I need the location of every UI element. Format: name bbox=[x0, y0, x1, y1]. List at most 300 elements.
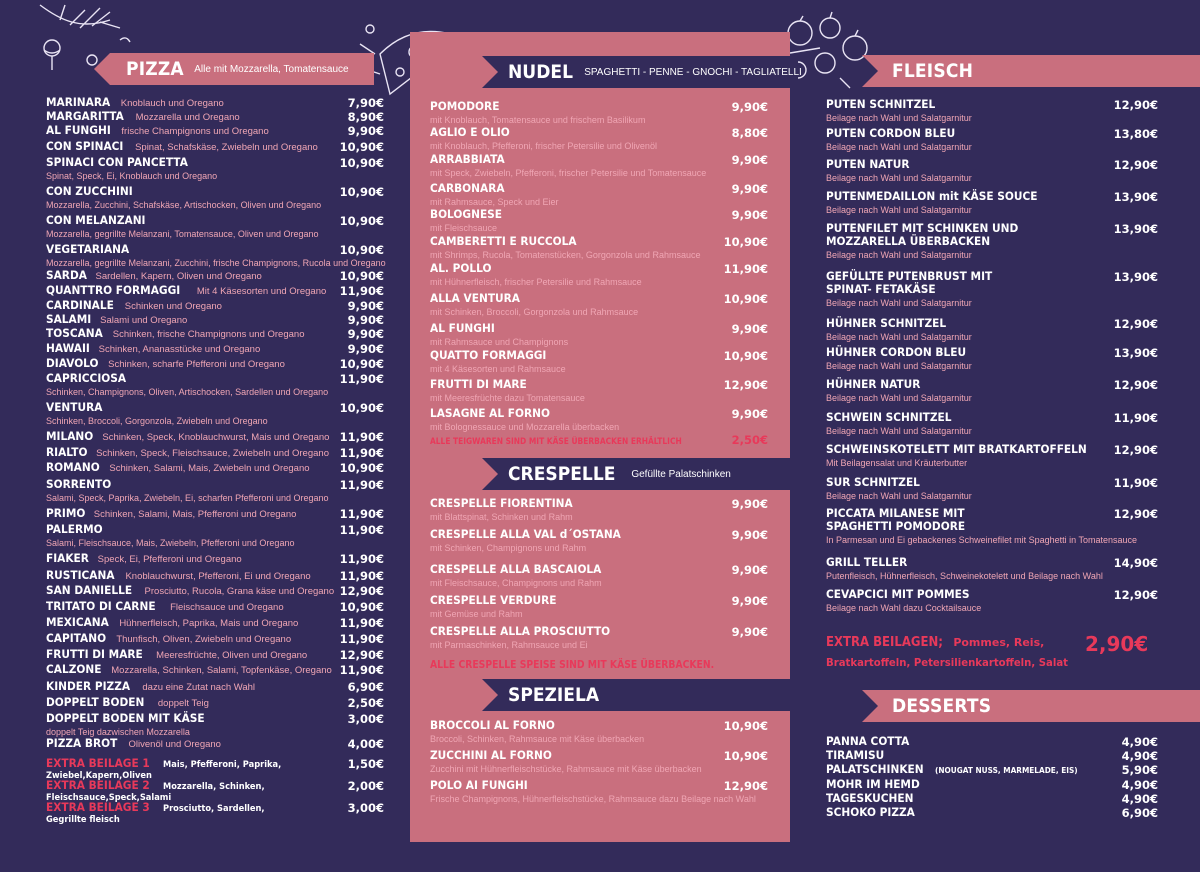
item-name: SUR SCHNITZEL bbox=[826, 475, 920, 489]
extra-price: 1,50€ bbox=[347, 757, 384, 771]
item-name: RUSTICANA bbox=[46, 568, 115, 582]
pizza-item bbox=[46, 327, 304, 341]
pizza-item bbox=[46, 737, 221, 751]
item-inline-desc: Fleischsauce und Oregano bbox=[170, 602, 284, 613]
item-name: PUTEN SCHNITZEL bbox=[826, 97, 936, 111]
item-name: PUTENFILET MIT SCHINKEN UND bbox=[826, 221, 1019, 235]
item-desc: Beilage nach Wahl und Salatgarnitur bbox=[826, 250, 972, 260]
pizza-item bbox=[46, 124, 269, 138]
item-inline-desc: Sardellen, Kapern, Oliven und Oregano bbox=[95, 271, 262, 282]
item-price: 4,90€ bbox=[1121, 749, 1158, 763]
item-desc: Zucchini mit Hühnerfleischstücke, Rahmsauce mit Käse überbacken bbox=[430, 764, 702, 774]
nudel-title: NUDEL bbox=[508, 61, 573, 83]
item-price: 9,90€ bbox=[347, 124, 384, 138]
pizza-item bbox=[46, 214, 318, 241]
pizza-item bbox=[46, 430, 329, 444]
item-price: 12,90€ bbox=[723, 779, 768, 793]
extra-line2: Fleischsauce,Speck,Salami bbox=[46, 793, 172, 803]
nudel-item bbox=[430, 100, 645, 127]
item-inline-desc: Schinken, Salami, Mais, Pfefferoni und Oregano bbox=[93, 509, 297, 520]
crespelle-item bbox=[430, 594, 567, 621]
item-name: TIRAMISU bbox=[826, 748, 885, 762]
crespelle-item bbox=[430, 528, 637, 555]
nudel-note: ALLE TEIGWAREN SIND MIT KÄSE ÜBERBACKEN ERHÄLTLICH bbox=[430, 437, 682, 447]
item-inline-desc: Mozzarella und Oregano bbox=[135, 112, 240, 123]
item-desc: Beilage nach Wahl und Salatgarnitur bbox=[826, 205, 972, 215]
fleisch-item bbox=[826, 98, 972, 125]
item-price: 12,90€ bbox=[1113, 158, 1158, 172]
item-price: 11,90€ bbox=[339, 372, 384, 386]
item-desc: mit Schinken, Champignons und Rahm bbox=[430, 543, 587, 553]
item-name: VEGETARIANA bbox=[46, 242, 130, 256]
item-inline-desc: Thunfisch, Oliven, Zwiebeln und Oregano bbox=[116, 634, 292, 645]
item-inline-desc: Mozzarella, Schinken, Salami, Topfenkäse, Oregano bbox=[111, 665, 332, 676]
pizza-item bbox=[46, 552, 242, 566]
item-price: 12,90€ bbox=[1113, 507, 1158, 521]
item-desc: mit Knoblauch, Pfefferoni, frischer Petersilie und Olivenöl bbox=[430, 141, 657, 151]
speziela-header-arrow bbox=[482, 679, 498, 711]
item-name: SARDA bbox=[46, 268, 87, 282]
item-price: 12,90€ bbox=[339, 648, 384, 662]
item-price: 10,90€ bbox=[723, 349, 768, 363]
extra-line1: Mais, Pfefferoni, Paprika, bbox=[162, 760, 282, 770]
item-price: 12,90€ bbox=[1113, 98, 1158, 112]
item-name: SORRENTO bbox=[46, 477, 112, 491]
item-desc: mit Rahmsauce, Speck und Eier bbox=[430, 197, 559, 207]
item-price: 4,90€ bbox=[1121, 735, 1158, 749]
nudel-item bbox=[430, 322, 568, 349]
pizza-item bbox=[46, 110, 240, 124]
nudel-item bbox=[430, 262, 642, 289]
pizza-item bbox=[46, 446, 329, 460]
item-inline-desc: Schinken, Speck, Knoblauchwurst, Mais und Oregano bbox=[102, 432, 330, 443]
fleisch-item bbox=[826, 158, 972, 185]
item-price: 2,50€ bbox=[347, 696, 384, 710]
item-price: 9,90€ bbox=[731, 322, 768, 336]
item-desc: Beilage nach Wahl und Salatgarnitur bbox=[826, 298, 972, 308]
item-desc: mit Blattspinat, Schinken und Rahm bbox=[430, 512, 573, 522]
item-price: 13,90€ bbox=[1113, 190, 1158, 204]
item-desc: Salami, Speck, Paprika, Zwiebeln, Ei, scharfen Pfefferoni und Oregano bbox=[46, 493, 329, 503]
item-price: 6,90€ bbox=[1121, 806, 1158, 820]
item-desc: mit Fleischsauce bbox=[430, 223, 498, 233]
item-name: DOPPELT BODEN MIT KÄSE bbox=[46, 711, 205, 725]
item-price: 11,90€ bbox=[339, 569, 384, 583]
item-inline-desc: dazu eine Zutat nach Wahl bbox=[142, 682, 256, 693]
item-price: 11,90€ bbox=[339, 478, 384, 492]
desserts-header bbox=[878, 690, 1200, 722]
item-inline-desc: Schinken, Speck, Fleischsauce, Zwiebeln und Oregano bbox=[96, 448, 329, 459]
item-price: 9,90€ bbox=[731, 208, 768, 222]
item-price: 4,00€ bbox=[347, 737, 384, 751]
item-price: 12,90€ bbox=[1113, 588, 1158, 602]
speziela-item bbox=[430, 749, 702, 776]
item-price: 10,90€ bbox=[339, 357, 384, 371]
item-price: 11,90€ bbox=[339, 430, 384, 444]
item-desc: mit Meeresfrüchte dazu Tomatensauce bbox=[430, 393, 585, 403]
fleisch-item bbox=[826, 556, 1103, 583]
pizza-title: PIZZA bbox=[126, 58, 184, 80]
dessert-item bbox=[826, 778, 928, 791]
item-inline-desc: Spinat, Schafskäse, Zwiebeln und Oregano bbox=[135, 142, 318, 153]
item-name: CRESPELLE ALLA PROSCIUTTO bbox=[430, 624, 611, 638]
extra-name: EXTRA BEILAGE 2 bbox=[46, 778, 150, 792]
item-name: PALATSCHINKEN bbox=[826, 762, 924, 776]
item-desc: Beilage nach Wahl und Salatgarnitur bbox=[826, 361, 972, 371]
pizza-item bbox=[46, 284, 326, 298]
item-name: CAMBERETTI E RUCCOLA bbox=[430, 234, 577, 248]
item-desc: Beilage nach Wahl dazu Cocktailsauce bbox=[826, 603, 982, 613]
item-price: 9,90€ bbox=[347, 327, 384, 341]
item-name: SPINACI CON PANCETTA bbox=[46, 155, 188, 169]
crespelle-subtitle: Gefüllte Palatschinken bbox=[631, 468, 731, 480]
pizza-item bbox=[46, 680, 255, 694]
nudel-item bbox=[430, 235, 700, 262]
extra-price: 3,00€ bbox=[347, 801, 384, 815]
pizza-item bbox=[46, 569, 311, 583]
item-price: 6,90€ bbox=[347, 680, 384, 694]
pizza-item bbox=[46, 156, 217, 183]
item-name: KINDER PIZZA bbox=[46, 679, 131, 693]
item-desc: Beilage nach Wahl und Salatgarnitur bbox=[826, 491, 972, 501]
item-desc: Beilage nach Wahl und Salatgarnitur bbox=[826, 393, 972, 403]
item-name: AGLIO E OLIO bbox=[430, 125, 510, 139]
item-name-cont: SPINAT- FETAKÄSE bbox=[826, 282, 936, 296]
item-name: HÜHNER CORDON BLEU bbox=[826, 345, 967, 359]
pizza-item bbox=[46, 600, 284, 614]
item-price: 11,90€ bbox=[339, 523, 384, 537]
item-price: 9,90€ bbox=[731, 625, 768, 639]
item-desc: Beilage nach Wahl und Salatgarnitur bbox=[826, 113, 972, 123]
pizza-item bbox=[46, 357, 285, 371]
pizza-item bbox=[46, 696, 209, 710]
item-name: CEVAPCICI MIT POMMES bbox=[826, 587, 970, 601]
fleisch-title: FLEISCH bbox=[892, 60, 974, 82]
item-inline-desc: Meeresfrüchte, Oliven und Oregano bbox=[156, 650, 308, 661]
item-name: CAPRICCIOSA bbox=[46, 371, 127, 385]
nudel-item bbox=[430, 208, 508, 235]
item-price: 10,90€ bbox=[339, 140, 384, 154]
fleisch-item bbox=[826, 270, 1007, 310]
item-desc: Schinken, Champignons, Oliven, Artischocken, Sardellen und Oregano bbox=[46, 387, 329, 397]
pizza-item bbox=[46, 401, 268, 428]
crespelle-header bbox=[498, 458, 798, 490]
item-desc: mit Hühnerfleisch, frischer Petersilie und Rahmsauce bbox=[430, 277, 642, 287]
item-desc: Mit Beilagensalat und Kräuterbutter bbox=[826, 458, 968, 468]
dessert-item bbox=[826, 763, 1090, 777]
item-price: 13,90€ bbox=[1113, 346, 1158, 360]
item-price: 9,90€ bbox=[731, 563, 768, 577]
fleisch-item bbox=[826, 346, 978, 373]
fleisch-item bbox=[826, 443, 1109, 470]
item-name: TRITATO DI CARNE bbox=[46, 599, 156, 613]
item-name: QUANTTRO FORMAGGI bbox=[46, 283, 181, 297]
item-name: PIZZA BROT bbox=[46, 736, 118, 750]
dessert-item bbox=[826, 749, 889, 762]
item-desc: mit Knoblauch, Tomatensauce und frischem Basilikum bbox=[430, 115, 646, 125]
item-price: 9,90€ bbox=[731, 497, 768, 511]
nudel-header-arrow bbox=[482, 56, 498, 88]
desserts-header-arrow bbox=[862, 690, 878, 722]
nudel-item bbox=[430, 126, 657, 153]
item-name: DIAVOLO bbox=[46, 356, 99, 370]
item-name: BROCCOLI AL FORNO bbox=[430, 718, 555, 732]
item-price: 14,90€ bbox=[1113, 556, 1158, 570]
item-price: 9,90€ bbox=[731, 407, 768, 421]
speziela-item bbox=[430, 719, 644, 746]
item-name: SALAMI bbox=[46, 312, 92, 326]
pizza-item bbox=[46, 313, 187, 327]
crespelle-item bbox=[430, 497, 585, 524]
item-name: POLO AI FUNGHI bbox=[430, 778, 528, 792]
nudel-item bbox=[430, 349, 566, 376]
item-price: 10,90€ bbox=[723, 749, 768, 763]
item-inline-desc: doppelt Teig bbox=[157, 698, 209, 709]
fleisch-extra-line2: Bratkartoffeln, Petersilienkartoffeln, Salat bbox=[826, 656, 1068, 669]
crespelle-item bbox=[430, 625, 626, 652]
extra-name: EXTRA BEILAGE 3 bbox=[46, 800, 150, 814]
pizza-item bbox=[46, 185, 321, 212]
item-name: CAPITANO bbox=[46, 631, 107, 645]
item-name: CON ZUCCHINI bbox=[46, 184, 133, 198]
item-inline-desc: Hühnerfleisch, Paprika, Mais und Oregano bbox=[119, 618, 299, 629]
item-price: 9,90€ bbox=[731, 182, 768, 196]
extra-line2: Zwiebel,Kapern,Oliven bbox=[46, 771, 152, 781]
nudel-note-price: 2,50€ bbox=[731, 433, 768, 447]
fleisch-item bbox=[826, 190, 1056, 217]
extra-line1: Prosciutto, Sardellen, bbox=[162, 804, 265, 814]
item-name: HAWAII bbox=[46, 341, 90, 355]
fleisch-item bbox=[826, 411, 972, 438]
item-desc: Beilage nach Wahl und Salatgarnitur bbox=[826, 142, 972, 152]
item-price: 13,80€ bbox=[1113, 127, 1158, 141]
item-price: 10,90€ bbox=[339, 269, 384, 283]
item-name: PUTEN NATUR bbox=[826, 157, 910, 171]
item-name: CALZONE bbox=[46, 662, 102, 676]
pizza-item bbox=[46, 299, 222, 313]
item-name: MOHR IM HEMD bbox=[826, 777, 920, 791]
item-name: QUATTO FORMAGGI bbox=[430, 348, 547, 362]
item-desc: Salami, Fleischsauce, Mais, Zwiebeln, Pfefferoni und Oregano bbox=[46, 538, 295, 548]
item-extra: (NOUGAT NUSS, MARMELADE, EIS) bbox=[935, 766, 1078, 775]
fleisch-item bbox=[826, 378, 972, 405]
item-name: MARGARITTA bbox=[46, 109, 124, 123]
item-name: SAN DANIELLE bbox=[46, 583, 133, 597]
item-inline-desc: frische Champignons und Oregano bbox=[121, 126, 269, 137]
item-name: ALLA VENTURA bbox=[430, 291, 520, 305]
item-inline-desc: Prosciutto, Rucola, Grana käse und Oregano bbox=[144, 586, 335, 597]
item-price: 11,90€ bbox=[339, 616, 384, 630]
item-name: AL FUNGHI bbox=[430, 321, 495, 335]
item-price: 9,90€ bbox=[347, 313, 384, 327]
fleisch-item bbox=[826, 222, 1035, 262]
item-inline-desc: Schinken und Oregano bbox=[124, 301, 222, 312]
item-desc: Frische Champignons, Hühnerfleischstücke, Rahmsauce dazu Beilage nach Wahl bbox=[430, 794, 756, 804]
item-name: HÜHNER NATUR bbox=[826, 377, 921, 391]
item-price: 10,90€ bbox=[339, 401, 384, 415]
item-name: POMODORE bbox=[430, 99, 500, 113]
item-name: CRESPELLE ALLA VAL d´OSTANA bbox=[430, 527, 621, 541]
item-price: 4,90€ bbox=[1121, 792, 1158, 806]
speziela-header bbox=[498, 679, 798, 711]
fleisch-item bbox=[826, 317, 972, 344]
item-name: GEFÜLLTE PUTENBRUST MIT bbox=[826, 269, 993, 283]
item-desc: Beilage nach Wahl und Salatgarnitur bbox=[826, 426, 972, 436]
item-price: 9,90€ bbox=[731, 100, 768, 114]
item-desc: Spinat, Speck, Ei, Knoblauch und Oregano bbox=[46, 171, 218, 181]
item-name: FRUTTI DI MARE bbox=[430, 377, 527, 391]
item-price: 9,90€ bbox=[731, 528, 768, 542]
item-inline-desc: Schinken, scharfe Pfefferoni und Oregano bbox=[108, 359, 285, 370]
pizza-item bbox=[46, 584, 334, 598]
item-inline-desc: Schinken, frische Champignons und Oregano bbox=[112, 329, 305, 340]
extra-price: 2,00€ bbox=[347, 779, 384, 793]
crespelle-item bbox=[430, 563, 616, 590]
item-price: 8,90€ bbox=[347, 110, 384, 124]
nudel-header bbox=[498, 56, 802, 88]
item-desc: mit Parmaschinken, Rahmsauce und Ei bbox=[430, 640, 588, 650]
fleisch-extra: EXTRA BEILAGEN; Pommes, Reis, bbox=[826, 635, 1045, 650]
item-price: 3,00€ bbox=[347, 712, 384, 726]
item-price: 11,90€ bbox=[339, 663, 384, 677]
speziela-title: SPEZIELA bbox=[508, 684, 600, 706]
item-name: CON MELANZANI bbox=[46, 213, 146, 227]
item-name: GRILL TELLER bbox=[826, 555, 908, 569]
item-price: 4,90€ bbox=[1121, 778, 1158, 792]
item-price: 13,90€ bbox=[1113, 222, 1158, 236]
item-desc: Beilage nach Wahl und Salatgarnitur bbox=[826, 173, 972, 183]
item-price: 11,90€ bbox=[339, 632, 384, 646]
item-name: MEXICANA bbox=[46, 615, 109, 629]
pizza-item bbox=[46, 478, 329, 505]
pizza-item bbox=[46, 96, 224, 110]
item-name: SCHWEIN SCHNITZEL bbox=[826, 410, 952, 424]
item-price: 11,90€ bbox=[339, 552, 384, 566]
item-inline-desc: Schinken, Salami, Mais, Zwiebeln und Oregano bbox=[109, 463, 310, 474]
crespelle-header-arrow bbox=[482, 458, 498, 490]
item-price: 7,90€ bbox=[347, 96, 384, 110]
item-desc: doppelt Teig dazwischen Mozzarella bbox=[46, 727, 190, 737]
item-name: VENTURA bbox=[46, 400, 103, 414]
item-desc: Mozzarella, Zucchini, Schafskäse, Artischocken, Oliven und Oregano bbox=[46, 200, 322, 210]
pizza-item bbox=[46, 523, 294, 550]
item-name: FIAKER bbox=[46, 551, 89, 565]
item-name: TAGESKUCHEN bbox=[826, 791, 914, 805]
item-desc: In Parmesan und Ei gebackenes Schweinefilet mit Spaghetti in Tomatensauce bbox=[826, 535, 1138, 545]
item-price: 11,90€ bbox=[1113, 411, 1158, 425]
pizza-header-arrow bbox=[94, 53, 110, 85]
item-desc: mit Fleischsauce, Champignons und Rahm bbox=[430, 578, 602, 588]
fleisch-item bbox=[826, 476, 972, 503]
item-name: PANNA COTTA bbox=[826, 734, 910, 748]
dessert-item bbox=[826, 806, 923, 819]
pizza-item bbox=[46, 632, 291, 646]
fleisch-item bbox=[826, 588, 982, 615]
item-name: PALERMO bbox=[46, 522, 103, 536]
item-price: 11,90€ bbox=[1113, 476, 1158, 490]
pizza-item bbox=[46, 372, 328, 399]
item-price: 10,90€ bbox=[723, 235, 768, 249]
item-desc: mit 4 Käsesorten und Rahmsauce bbox=[430, 364, 566, 374]
desserts-title: DESSERTS bbox=[892, 695, 992, 717]
item-price: 12,90€ bbox=[723, 378, 768, 392]
item-name: CON SPINACI bbox=[46, 139, 124, 153]
pizza-item bbox=[46, 461, 310, 475]
item-name: CRESPELLE ALLA BASCAIOLA bbox=[430, 562, 602, 576]
item-price: 13,90€ bbox=[1113, 270, 1158, 284]
item-inline-desc: Schinken, Ananasstücke und Oregano bbox=[98, 344, 261, 355]
crespelle-note: ALLE CRESPELLE SPEISE SIND MIT KÄSE ÜBERBACKEN. bbox=[430, 659, 715, 671]
item-name: MARINARA bbox=[46, 95, 111, 109]
item-price: 10,90€ bbox=[339, 214, 384, 228]
pizza-item bbox=[46, 342, 260, 356]
item-price: 10,90€ bbox=[339, 156, 384, 170]
item-desc: Schinken, Broccoli, Gorgonzola, Zwiebeln und Oregano bbox=[46, 416, 268, 426]
item-price: 12,90€ bbox=[1113, 443, 1158, 457]
pizza-item bbox=[46, 140, 318, 154]
item-desc: mit Schinken, Broccoli, Gorgonzola und Rahmsauce bbox=[430, 307, 639, 317]
extra-beilage-item bbox=[46, 801, 273, 827]
fleisch-header bbox=[878, 55, 1200, 87]
nudel-item bbox=[430, 378, 585, 405]
nudel-item bbox=[430, 407, 619, 434]
extra-line1: Mozzarella, Schinken, bbox=[162, 782, 265, 792]
item-price: 9,90€ bbox=[731, 153, 768, 167]
item-name: PUTENMEDAILLON mit KÄSE SOUCE bbox=[826, 189, 1038, 203]
fleisch-extra-price: 2,90€ bbox=[1085, 632, 1149, 656]
item-price: 10,90€ bbox=[723, 292, 768, 306]
item-name: HÜHNER SCHNITZEL bbox=[826, 316, 947, 330]
pizza-item bbox=[46, 269, 262, 283]
item-price: 9,90€ bbox=[731, 594, 768, 608]
item-desc: Putenfleisch, Hühnerfleisch, Schweinekotelett und Beilage nach Wahl bbox=[826, 571, 1103, 581]
item-name: CRESPELLE VERDURE bbox=[430, 593, 557, 607]
fleisch-header-arrow bbox=[862, 55, 878, 87]
item-desc: Mozzarella, gegrillte Melanzani, Zucchini, frische Champignons, Rucola und Oregano bbox=[46, 258, 386, 268]
item-price: 10,90€ bbox=[339, 461, 384, 475]
item-price: 11,90€ bbox=[339, 446, 384, 460]
item-price: 11,90€ bbox=[723, 262, 768, 276]
item-desc: mit Speck, Zwiebeln, Pfefferoni, frischer Petersilie und Tomatensauce bbox=[430, 168, 707, 178]
nudel-item bbox=[430, 292, 638, 319]
nudel-subtitle: SPAGHETTI - PENNE - GNOCHI - TAGLIATELLI bbox=[584, 66, 802, 78]
item-name: ZUCCHINI AL FORNO bbox=[430, 748, 552, 762]
item-desc: mit Rahmsauce und Champignons bbox=[430, 337, 569, 347]
item-name: CARDINALE bbox=[46, 298, 114, 312]
item-name-cont: MOZZARELLA ÜBERBACKEN bbox=[826, 234, 991, 248]
item-name: PRIMO bbox=[46, 506, 86, 520]
dessert-item bbox=[826, 792, 921, 805]
item-desc: mit Shrimps, Rucola, Tomatenstücken, Gorgonzola und Rahmsauce bbox=[430, 250, 701, 260]
pizza-item bbox=[46, 648, 307, 662]
item-price: 12,90€ bbox=[339, 584, 384, 598]
item-price: 10,90€ bbox=[339, 185, 384, 199]
item-name: PICCATA MILANESE MIT bbox=[826, 506, 965, 520]
item-price: 9,90€ bbox=[347, 342, 384, 356]
item-name: AL. POLLO bbox=[430, 261, 492, 275]
crespelle-title: CRESPELLE bbox=[508, 463, 616, 485]
pizza-item bbox=[46, 663, 332, 677]
item-name: CARBONARA bbox=[430, 181, 505, 195]
item-inline-desc: Olivenöl und Oregano bbox=[128, 739, 221, 750]
item-desc: mit Gemüse und Rahm bbox=[430, 609, 523, 619]
fleisch-item bbox=[826, 127, 972, 154]
item-name: CRESPELLE FIORENTINA bbox=[430, 496, 573, 510]
item-price: 8,80€ bbox=[731, 126, 768, 140]
nudel-item bbox=[430, 153, 706, 180]
item-inline-desc: Salami und Oregano bbox=[100, 315, 188, 326]
extra-name: EXTRA BEILAGE 1 bbox=[46, 756, 150, 770]
